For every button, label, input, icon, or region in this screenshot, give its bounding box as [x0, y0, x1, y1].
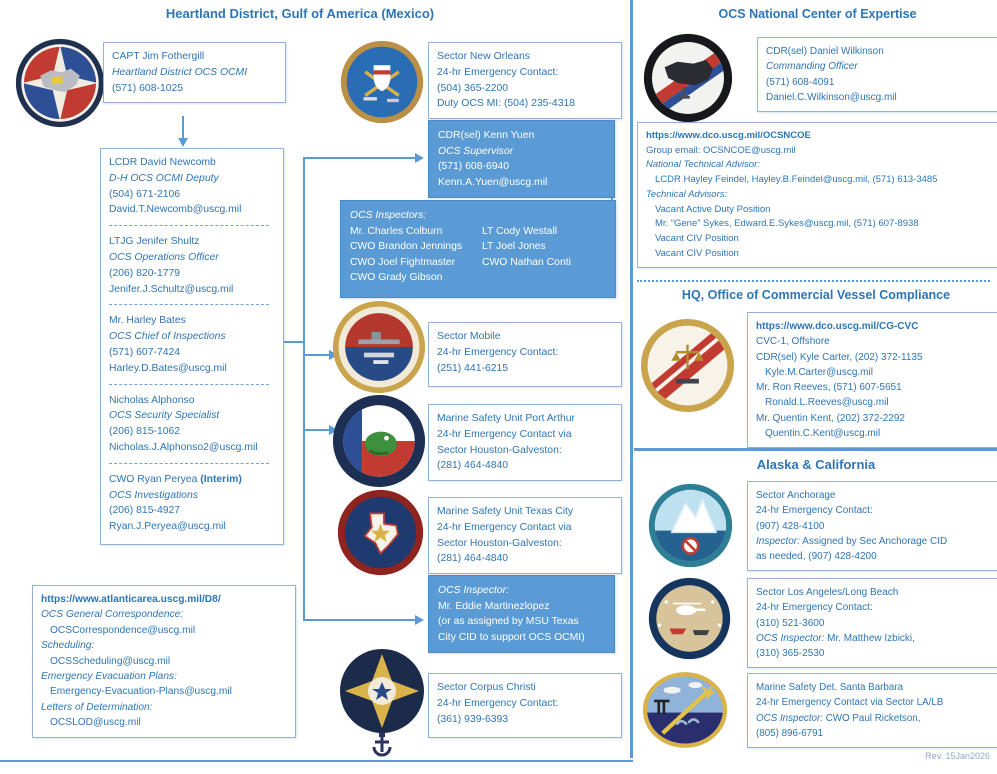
district-staff-box [100, 148, 284, 545]
entry-separator [109, 218, 269, 226]
district-url-link[interactable]: https://www.atlanticarea.uscg.mil/D8/ [41, 594, 221, 605]
person-line: CDR(sel) Kyle Carter, (202) 372-1135 [756, 351, 923, 363]
ncoe-co-box [757, 37, 997, 112]
msu-texas-city-seal [337, 489, 424, 576]
person-name: Nicholas Alphonso [109, 394, 195, 406]
person-phone: (206) 815-4927 [109, 505, 181, 517]
ocs-inspectors-box [340, 200, 616, 298]
person-name: LTJG Jenifer Shultz [109, 236, 200, 248]
unit-name: Sector Los Angeles/Long Beach [756, 587, 899, 598]
cvc-contacts-box [747, 312, 997, 448]
cvc-seal [640, 318, 735, 413]
cvc-subtitle: CVC-1, Offshore [756, 336, 830, 348]
inspectors-column-2 [482, 224, 571, 286]
person-name: Mr. Harley Bates [109, 315, 186, 327]
person-email: David.T.Newcomb@uscg.mil [109, 204, 242, 216]
person-phone: (571) 608-4091 [766, 76, 835, 88]
unit-name: Sector Anchorage [756, 490, 836, 501]
inspector-line: as needed, (907) 428-4200 [756, 551, 877, 563]
inspector-line: (805) 896-6791 [756, 727, 823, 739]
inspector-name: LT Joel Jones [482, 241, 546, 252]
ta-label: Technical Advisors: [646, 188, 728, 200]
ocs-supervisor-box [428, 120, 615, 198]
nta-contact: LCDR Hayley Feindel, Hayley.B.Feindel@uscg.mil, (571) 613-3485 [655, 174, 938, 186]
entry-separator [109, 297, 269, 305]
person-name: CDR(sel) Kenn Yuen [438, 130, 535, 141]
link-label: Scheduling: [41, 640, 95, 652]
sector-mobile-box [428, 322, 622, 387]
unit-duty-phone: Duty OCS MI: (504) 235-4318 [437, 98, 576, 110]
person-email: Daniel.C.Wilkinson@uscg.mil [766, 91, 897, 103]
nta-label: National Technical Advisor: [646, 159, 760, 171]
person-email: Jenifer.J.Schultz@uscg.mil [109, 283, 234, 295]
ta-item: Mr. “Gene” Sykes, Edward.E.Sykes@uscg.mil, (571) 607-8938 [655, 218, 919, 230]
ncoe-url-link[interactable]: https://www.dco.uscg.mil/OCSNCOE [646, 130, 811, 141]
entry-separator [109, 377, 269, 385]
msu-port-arthur-seal [332, 394, 426, 488]
sector-corpus-christi-box [428, 673, 622, 738]
sector-new-orleans-box [428, 42, 622, 119]
person-phone: (206) 815-1062 [109, 426, 181, 438]
sector-la-lb-seal [648, 577, 731, 660]
heartland-section-title: Heartland District, Gulf of America (Mexico) [165, 6, 435, 21]
person-phone: (571) 607-7424 [109, 346, 181, 358]
texas-city-inspector-box [428, 575, 615, 653]
staff-entry [109, 313, 275, 376]
unit-name: Sector New Orleans [437, 51, 530, 62]
person-role: OCS Operations Officer [109, 251, 219, 263]
sector-mobile-seal [332, 300, 426, 394]
msu-texas-city-box [428, 497, 622, 574]
person-email: Quentin.C.Kent@uscg.mil [765, 428, 881, 440]
person-email: Harley.D.Bates@uscg.mil [109, 362, 227, 374]
person-phone: (206) 820-1779 [109, 267, 181, 279]
arrowhead-right [415, 153, 424, 163]
sector-new-orleans-seal [340, 40, 424, 124]
unit-contact-label: 24-hr Emergency Contact via [437, 428, 572, 440]
staff-entry [109, 393, 275, 456]
person-email: Kenn.A.Yuen@uscg.mil [438, 176, 548, 188]
person-email: Nicholas.J.Alphonso2@uscg.mil [109, 441, 258, 453]
staff-entry [109, 472, 275, 535]
inspector-label: OCS Inspector: [438, 585, 510, 596]
revision-date: Rev. 15Jan2026 [925, 751, 990, 761]
person-role: OCS Chief of Inspections [109, 331, 226, 343]
unit-contact-label: 24-hr Emergency Contact: [437, 66, 559, 78]
inspector-name: CWO Nathan Conti [482, 256, 571, 268]
unit-phone: (504) 365-2200 [437, 82, 509, 94]
connector-capt-to-staff [182, 116, 184, 139]
person-email: Kyle.M.Carter@uscg.mil [765, 366, 873, 378]
unit-name: Marine Safety Unit Texas City [437, 506, 574, 517]
msd-santa-barbara-seal [642, 671, 728, 749]
inspector-line: OCS Inspector: Mr. Matthew Izbicki, [756, 632, 915, 644]
unit-phone: (251) 441-6215 [437, 362, 509, 374]
unit-contact-label: 24-hr Emergency Contact via Sector LA/LB [756, 697, 944, 709]
staff-entry [109, 155, 275, 218]
sector-corpus-christi-seal [339, 648, 425, 760]
person-name: CAPT Jim Fothergill [112, 51, 205, 62]
person-phone: (504) 671-2106 [109, 188, 181, 200]
person-email: Ronald.L.Reeves@uscg.mil [765, 397, 889, 409]
inspectors-label: OCS Inspectors: [350, 210, 427, 221]
cvc-section-title: HQ, Office of Commercial Vessel Compliance [681, 288, 951, 302]
inspector-note: (or as assigned by MSU Texas [438, 616, 579, 627]
link-label: OCS General Correspondence: [41, 609, 184, 621]
person-line: Mr. Quentin Kent, (202) 372-2292 [756, 412, 905, 424]
vertical-divider [630, 0, 633, 758]
unit-contact-label: 24-hr Emergency Contact via [437, 521, 572, 533]
person-email: Ryan.J.Peryea@uscg.mil [109, 521, 226, 533]
unit-name: Sector Mobile [437, 331, 501, 342]
person-phone: (571) 608-1025 [112, 82, 184, 94]
ta-item: Vacant Active Duty Position [655, 203, 771, 215]
person-role: OCS Supervisor [438, 145, 514, 157]
unit-contact-label: 24-hr Emergency Contact: [756, 602, 873, 614]
inspector-name: CWO Brandon Jennings [350, 241, 463, 252]
unit-phone: (281) 464-4840 [437, 460, 509, 472]
link-email[interactable]: OCSScheduling@uscg.mil [50, 655, 171, 667]
person-role: OCS Security Specialist [109, 410, 220, 422]
inspectors-column-1 [350, 224, 482, 286]
link-label: Letters of Determination: [41, 701, 153, 713]
alaska-california-section-title: Alaska & California [756, 457, 876, 472]
district-links-box [32, 585, 296, 738]
sector-anchorage-seal [648, 483, 733, 568]
ocsncoe-seal [643, 33, 733, 123]
person-role: OCS Investigations [109, 489, 198, 501]
unit-name: Marine Safety Unit Port Arthur [437, 413, 576, 424]
link-email[interactable]: OCSLOD@uscg.mil [50, 717, 141, 729]
person-line: Mr. Ron Reeves, (571) 607-5651 [756, 382, 902, 394]
link-email[interactable]: OCSCorrespondence@uscg.mil [50, 624, 196, 636]
person-role: D-H OCS OCMI Deputy [109, 172, 219, 184]
connector-trunk [303, 157, 305, 621]
unit-contact-label: 24-hr Emergency Contact: [437, 346, 559, 358]
link-email[interactable]: Emergency-Evacuation-Plans@uscg.mil [50, 686, 232, 698]
inspector-name: LT Cody Westall [482, 225, 558, 237]
inspector-name: Mr. Charles Colburn [350, 225, 443, 237]
cvc-url-link[interactable]: https://www.dco.uscg.mil/CG-CVC [756, 321, 919, 332]
inspector-name: CWO Joel Fightmaster [350, 256, 456, 268]
unit-phone: (907) 428-4100 [756, 520, 825, 532]
unit-name: Marine Safety Det. Santa Barbara [756, 682, 904, 693]
unit-phone: (310) 521-3600 [756, 617, 825, 629]
unit-name: Sector Corpus Christi [437, 682, 536, 693]
ncoe-info-box [637, 122, 997, 268]
ta-item: Vacant CIV Position [655, 232, 739, 244]
arrowhead-right [415, 615, 424, 625]
heartland-district-seal [15, 38, 105, 128]
person-name: LCDR David Newcomb [109, 157, 216, 168]
person-phone: (571) 608-6940 [438, 161, 510, 172]
ncoe-group-email: Group email: OCSNCOE@uscg.mil [646, 144, 796, 156]
arrowhead-down [178, 138, 188, 147]
unit-phone: (281) 464-4840 [437, 553, 509, 565]
unit-contact-label: Sector Houston-Galveston: [437, 444, 562, 456]
ocmi-box [103, 42, 286, 103]
inspector-note: City CID to support OCS OCMI) [438, 631, 585, 643]
person-role: Commanding Officer [766, 61, 858, 73]
inspector-line: OCS Inspector: CWO Paul Ricketson, [756, 712, 921, 724]
sector-la-lb-box [747, 578, 997, 668]
entry-separator [109, 456, 269, 464]
person-name: CWO Ryan Peryea (Interim) [109, 473, 242, 485]
staff-entry [109, 234, 275, 297]
connector-to-supervisor [303, 157, 418, 159]
connector-to-tc-inspector [303, 619, 418, 621]
msd-santa-barbara-box [747, 673, 997, 748]
ta-item: Vacant CIV Position [655, 247, 739, 259]
unit-contact-label: Sector Houston-Galveston: [437, 537, 562, 549]
right-dashed-separator [637, 280, 990, 282]
person-role: Heartland District OCS OCMI [112, 66, 248, 78]
msu-port-arthur-box [428, 404, 622, 481]
ncoe-section-title: OCS National Center of Expertise [718, 7, 917, 21]
inspector-name: CWO Grady Gibson [350, 272, 443, 283]
unit-phone: (361) 939-6393 [437, 713, 509, 725]
link-label: Emergency Evacuation Plans: [41, 671, 177, 683]
inspector-line: Inspector: Assigned by Sec Anchorage CID [756, 535, 948, 547]
bottom-border-line [0, 760, 633, 762]
unit-contact-label: 24-hr Emergency Contact: [756, 505, 873, 517]
inspector-name: Mr. Eddie Martinezlopez [438, 600, 550, 612]
sector-anchorage-box [747, 481, 997, 571]
person-name: CDR(sel) Daniel Wilkinson [766, 46, 884, 57]
inspector-line: (310) 365-2530 [756, 648, 825, 660]
right-solid-separator [634, 448, 997, 451]
unit-contact-label: 24-hr Emergency Contact: [437, 697, 559, 709]
